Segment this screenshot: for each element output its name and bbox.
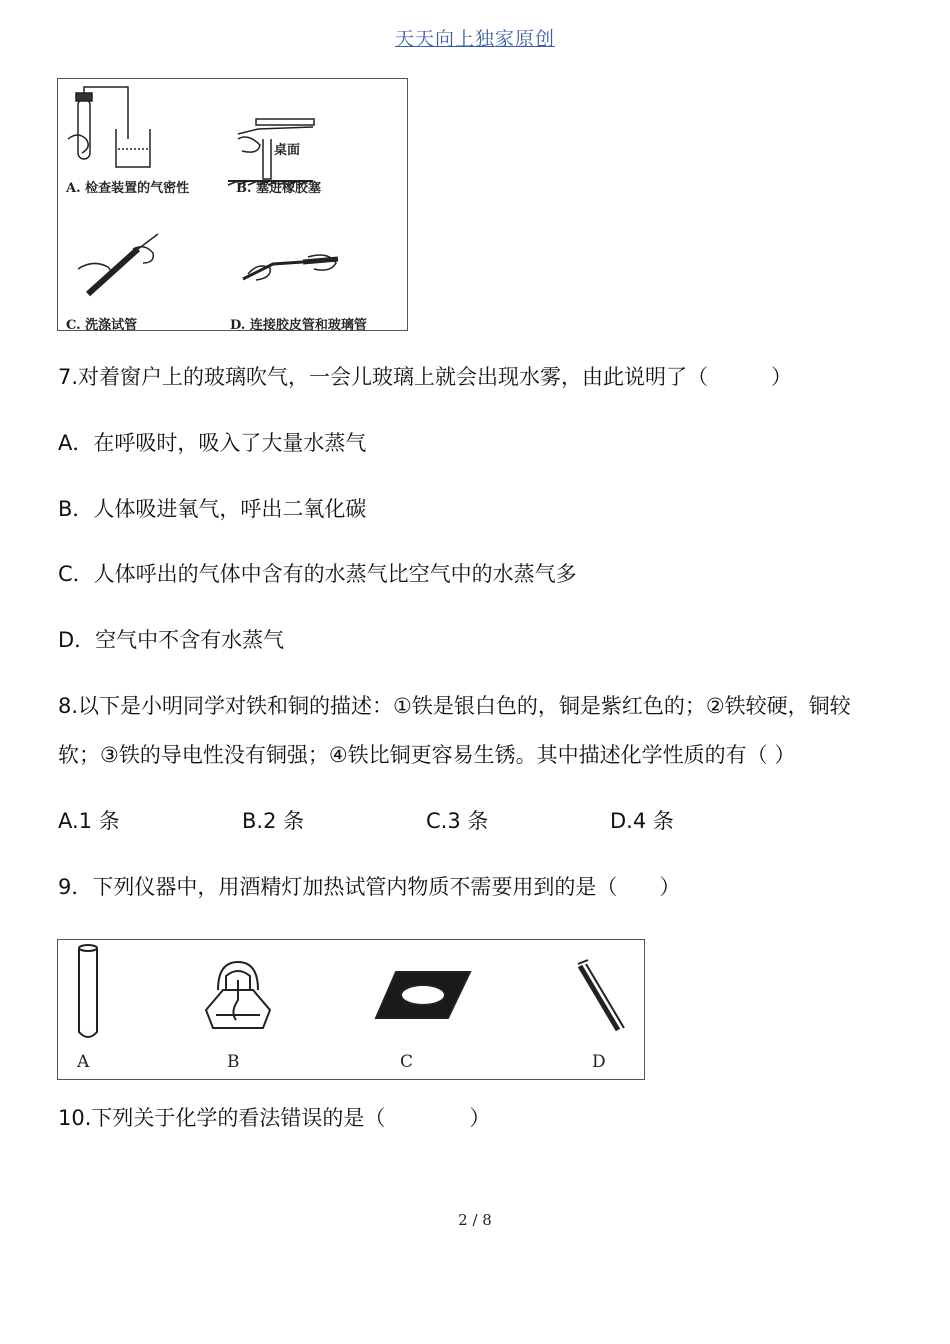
stopper-b: [238, 127, 313, 134]
test-tube-icon: [79, 948, 97, 1037]
beaker: [116, 129, 150, 167]
question-7-stem: 7.对着窗户上的玻璃吹气，一会儿玻璃上就会出现水雾，由此说明了（ ）: [58, 365, 793, 389]
instruments-figure: [57, 939, 645, 1080]
test-tube-c: [88, 249, 138, 294]
question-7-option-b: B．人体吸进氧气，呼出二氧化碳: [58, 497, 367, 521]
question-8-option-a: A.1 条: [58, 809, 120, 833]
question-10-stem: 10.下列关于化学的看法错误的是（ ）: [58, 1106, 491, 1130]
lab-operations-figure: [57, 78, 408, 331]
instruments-drawing: [58, 940, 646, 1081]
lab-operations-drawing: [58, 79, 409, 332]
stopper-a: [76, 93, 92, 101]
test-tube-holder-icon: [580, 966, 618, 1030]
instrument-label-a: A: [77, 1052, 90, 1072]
instrument-label-d: D: [592, 1052, 606, 1072]
test-tube-a: [78, 99, 90, 159]
caption-a: A. 检查装置的气密性: [66, 181, 190, 196]
question-8-stem-line1: 8.以下是小明同学对铁和铜的描述：①铁是银白色的，铜是紫红色的；②铁较硬，铜较: [58, 694, 851, 718]
caption-c: C. 洗涤试管: [66, 318, 138, 333]
desk-label: 桌面: [274, 143, 301, 158]
question-7-option-a: A．在呼吸时，吸入了大量水蒸气: [58, 431, 367, 455]
page-number: 2 / 8: [458, 1211, 492, 1229]
test-tube-b: [263, 139, 271, 179]
caption-d: D. 连接胶皮管和玻璃管: [230, 318, 367, 333]
instrument-label-b: B: [227, 1052, 240, 1072]
question-8-option-c: C.3 条: [426, 809, 489, 833]
question-8-option-d: D.4 条: [610, 809, 674, 833]
hand-b: [238, 137, 260, 152]
caption-b: B. 塞进橡胶塞: [236, 181, 322, 196]
question-7-option-c: C．人体呼出的气体中含有的水蒸气比空气中的水蒸气多: [58, 562, 577, 586]
question-8-option-b: B.2 条: [242, 809, 305, 833]
question-7-option-d: D．空气中不含有水蒸气: [58, 628, 285, 652]
question-8-stem-line2: 软；③铁的导电性没有铜强；④铁比铜更容易生锈。其中描述化学性质的有（ ）: [58, 743, 796, 767]
question-9-stem: 9．下列仪器中，用酒精灯加热试管内物质不需要用到的是（ ）: [58, 875, 681, 899]
page-header-title: 天天向上独家原创: [394, 28, 555, 50]
instrument-label-c: C: [400, 1052, 414, 1072]
hand-c1: [78, 263, 111, 281]
